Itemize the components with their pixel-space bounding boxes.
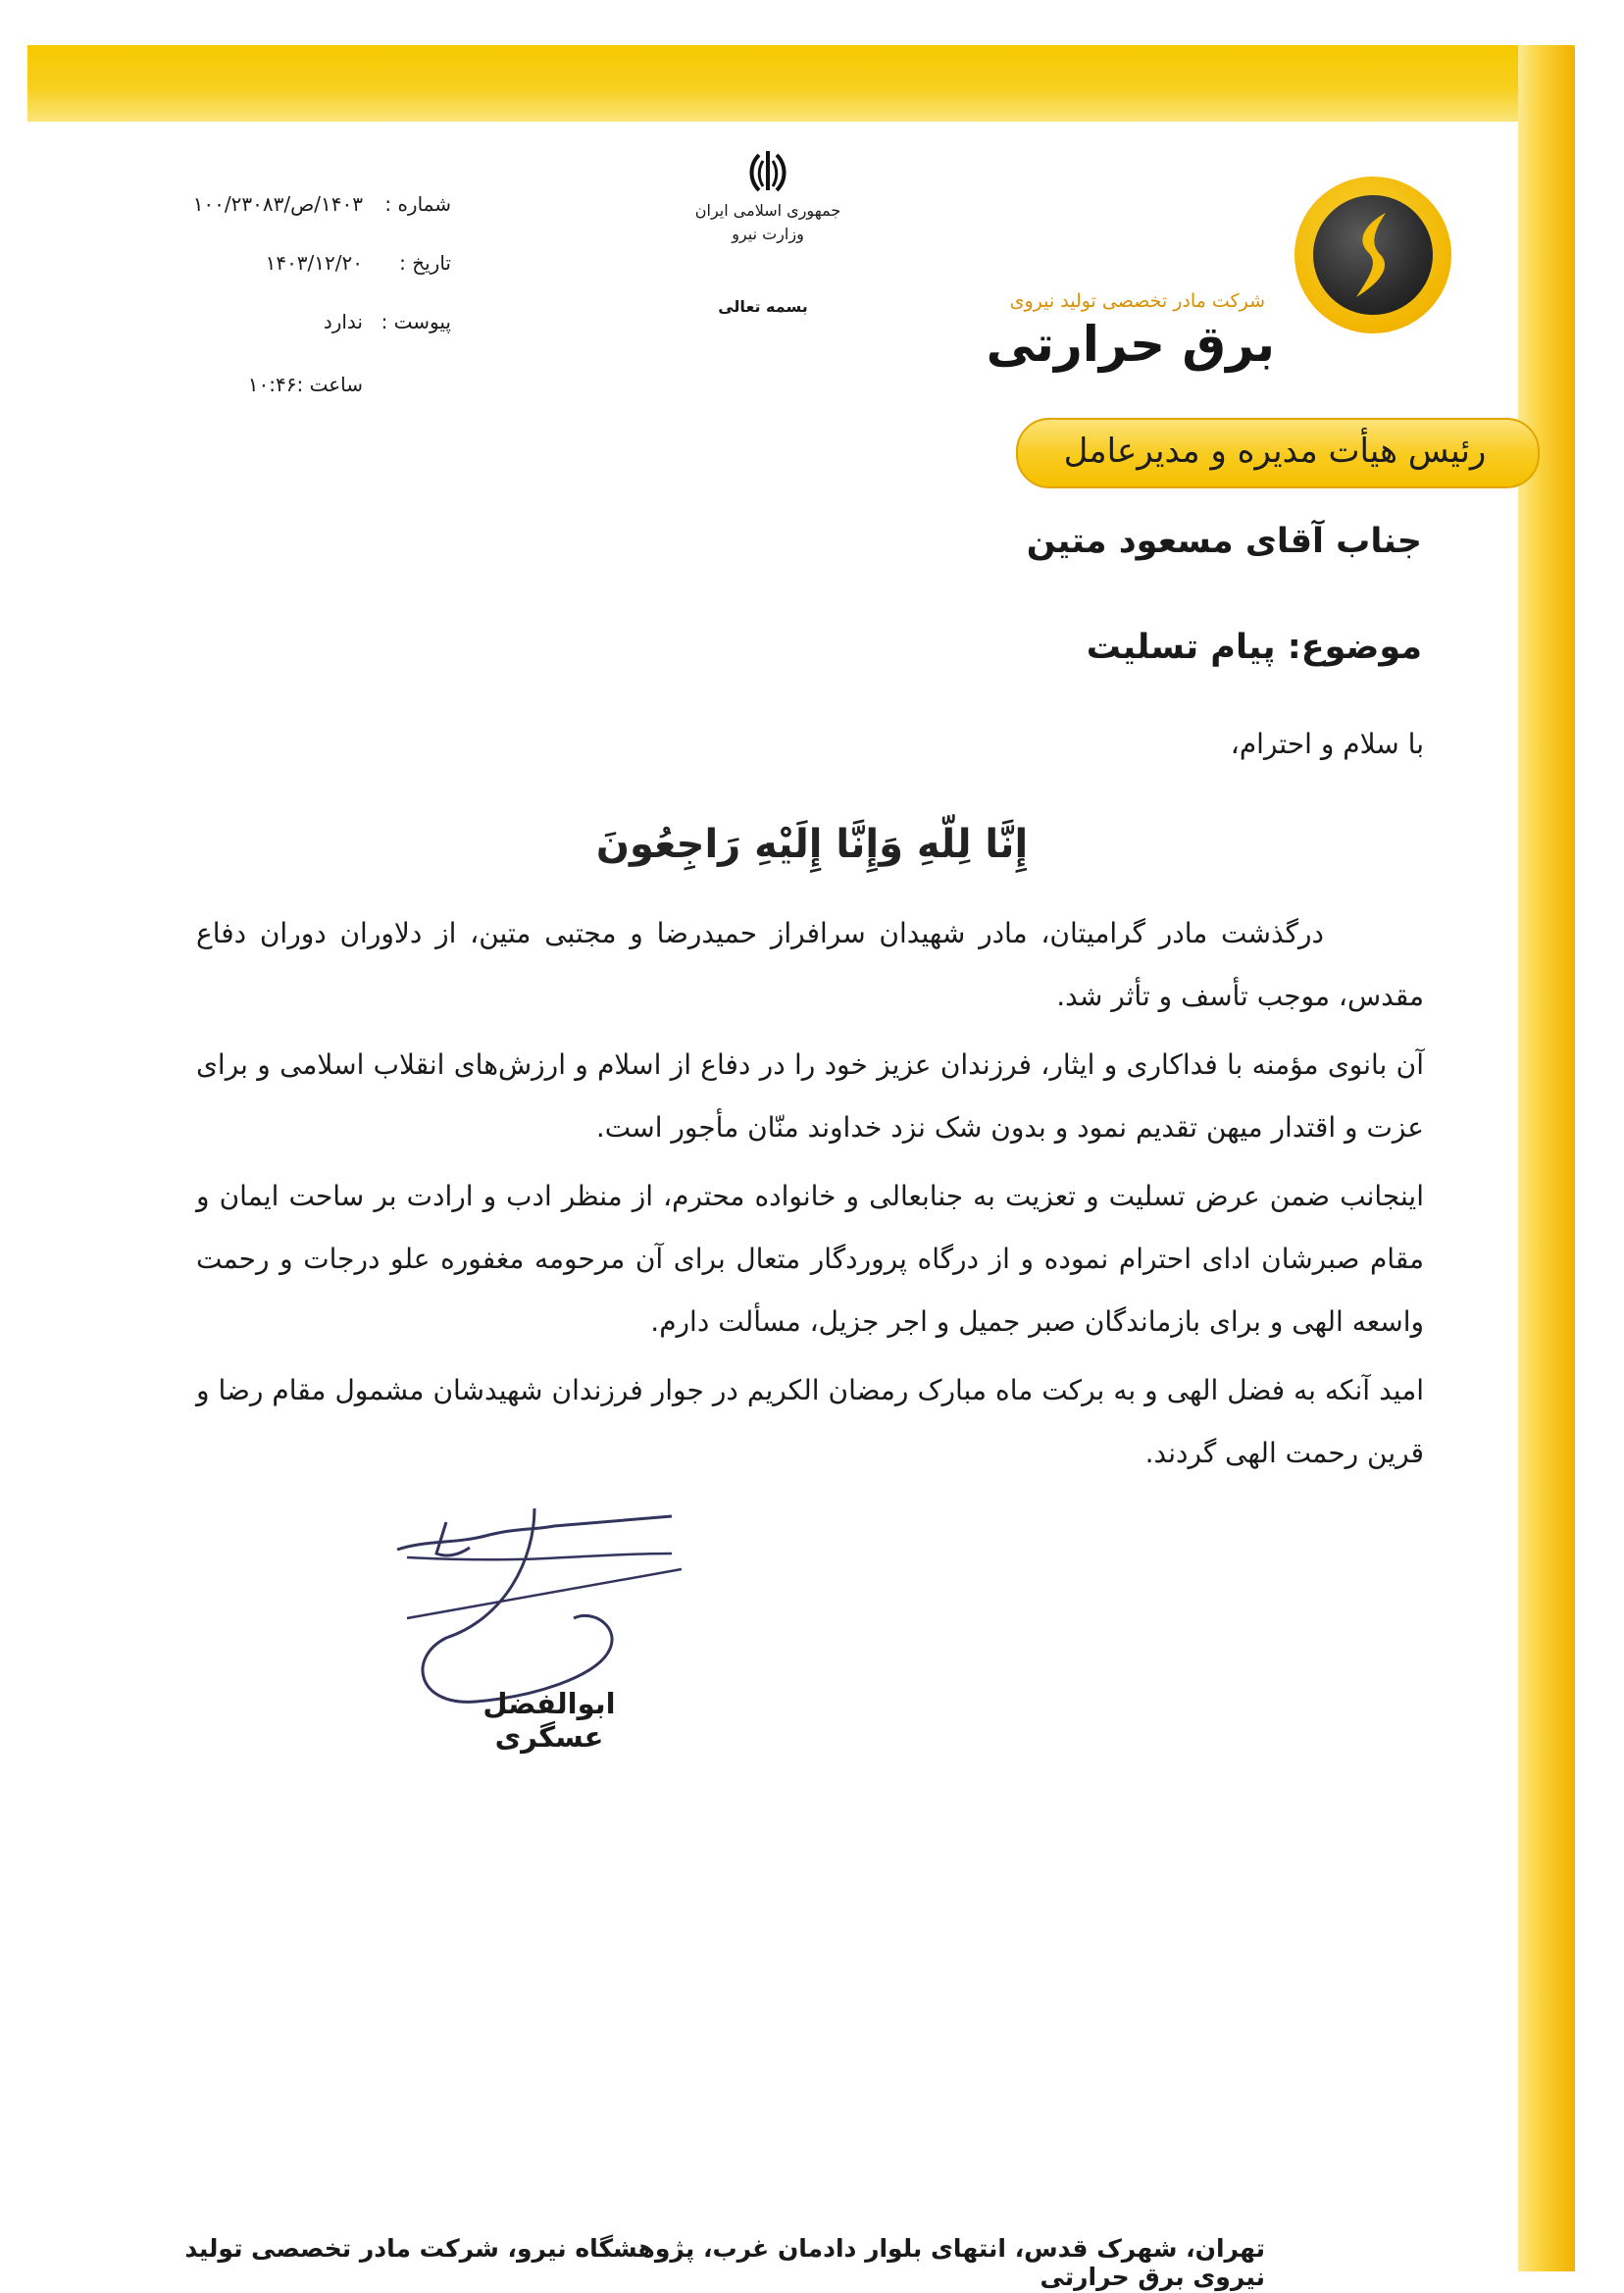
footer-address: تهران، شهرک قدس، انتهای بلوار دادمان غرب، پژوهشگاه نیرو، شرکت مادر تخصصی تولید نیروی برق حرارتی: [184, 2234, 1265, 2291]
time-stamp: ساعت :۱۰:۴۶: [247, 373, 363, 396]
body-paragraph: درگذشت مادر گرامیتان، مادر شهیدان سرافراز حمیدرضا و مجتبی متین، از دلاوران دوران دفاع مقدس، موجب تأسف و تأثر شد.: [196, 917, 1424, 1012]
ministry-name: وزارت نیرو: [732, 225, 804, 243]
salutation: با سلام و احترام،: [1230, 728, 1424, 760]
letterhead-right-band: [1518, 45, 1575, 2271]
lightning-bolt-icon: [1313, 195, 1433, 315]
body-paragraph: اینجانب ضمن عرض تسلیت و تعزیت به جنابعالی و خانواده محترم، از منظر ادب و ارادت بر ساحت ایمان و مقام صبرشان ادای احترام نموده و از درگاه پروردگار متعال برای آن مرحومه مغفوره علو درجات و رحمت واسعه الهی و برای بازماندگان صبر جمیل و اجر جزیل، مسألت دارم.: [196, 1180, 1424, 1338]
letter-body: [196, 902, 1424, 1491]
letterhead-top-band: [27, 45, 1575, 122]
quran-verse: إِنَّا لِلّهِ وَإِنَّا إِلَيْهِ رَاجِعُونَ: [595, 822, 1029, 867]
iran-emblem-icon: [743, 147, 792, 196]
attachment-label: پیوست :: [381, 310, 451, 333]
number-label: شماره :: [384, 192, 451, 216]
government-name: جمهوری اسلامی ایران: [694, 201, 841, 220]
company-subtitle: شرکت مادر تخصصی تولید نیروی: [1009, 290, 1265, 312]
signer-name: ابوالفضل عسگری: [482, 1687, 616, 1754]
body-paragraph: امید آنکه به فضل الهی و به برکت ماه مبارک رمضان الکریم در جوار فرزندان شهیدشان مشمول مقام رضا و قرین رحمت الهی گردند.: [196, 1374, 1424, 1469]
invocation: بسمه تعالی: [718, 297, 808, 316]
date-value: ۱۴۰۳/۱۲/۲۰: [265, 251, 363, 275]
body-paragraph: آن بانوی مؤمنه با فداکاری و ایثار، فرزندان عزیز خود را در دفاع از اسلام و ارزش‌های انقلاب اسلامی و برای عزت و اقتدار میهن تقدیم نمود و بدون شک نزد خداوند منّان مأجور است.: [196, 1048, 1424, 1144]
date-label: تاریخ :: [399, 251, 451, 275]
attachment-value: ندارد: [323, 310, 363, 333]
subject: موضوع: پیام تسلیت: [1086, 628, 1422, 667]
company-name: برق حرارتی: [986, 316, 1275, 373]
recipient: جناب آقای مسعود متین: [1026, 522, 1422, 561]
number-value: ۱۴۰۳/ص/۱۰۰/۲۳۰۸۳: [192, 192, 363, 216]
office-title: رئیس هیأت مدیره و مدیرعامل: [1063, 432, 1487, 471]
